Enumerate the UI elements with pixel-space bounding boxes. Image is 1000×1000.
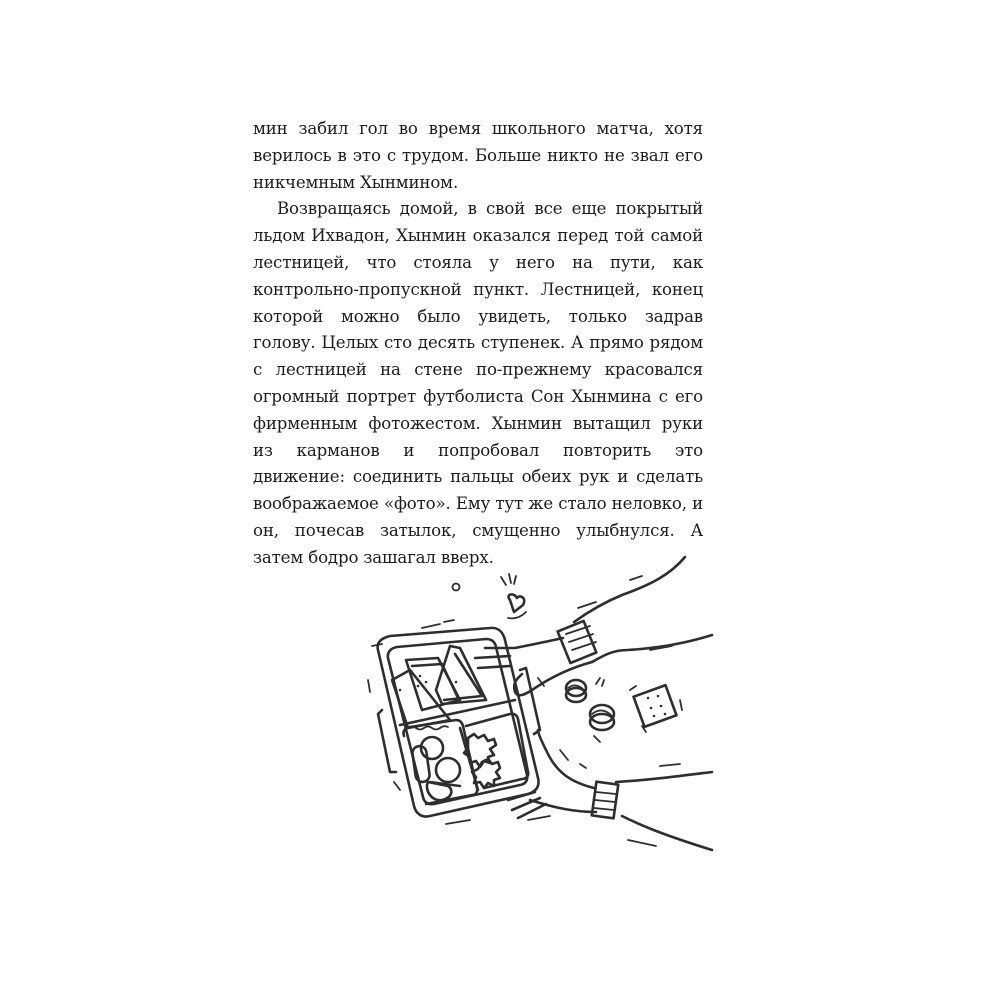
paragraph-1: мин забил гол во время школьного матча, хотя верилось в это с трудом. Больше никто не звал его никчемным Хынмином. (253, 119, 703, 192)
lunchbox-hands-drawing-icon (360, 550, 730, 880)
body-text (253, 116, 703, 572)
paragraph-2: Возвращаясь домой, в свой все еще покрытый льдом Ихвадон, Хынмин оказался перед той самой лестницей, что стояла у него на пути, как контрольно-пропускной пункт. Лестницей, конец которой можно было увидеть, только задрав голову. Целых сто десять ступенек. А прямо рядом с лестницей на стене по-прежнему красовался огромный портрет футболиста Сон Хынмина с его фирменным фотожестом. Хынмин вытащил руки из карманов и попробовал повторить это движение: соединить пальцы обеих рук и сделать воображаемое «фото». Ему тут же стало неловко, и он, почесав затылок, смущенно улыбнулся. А затем бодро зашагал вверх. (253, 199, 703, 567)
lunchbox-illustration (360, 550, 730, 880)
